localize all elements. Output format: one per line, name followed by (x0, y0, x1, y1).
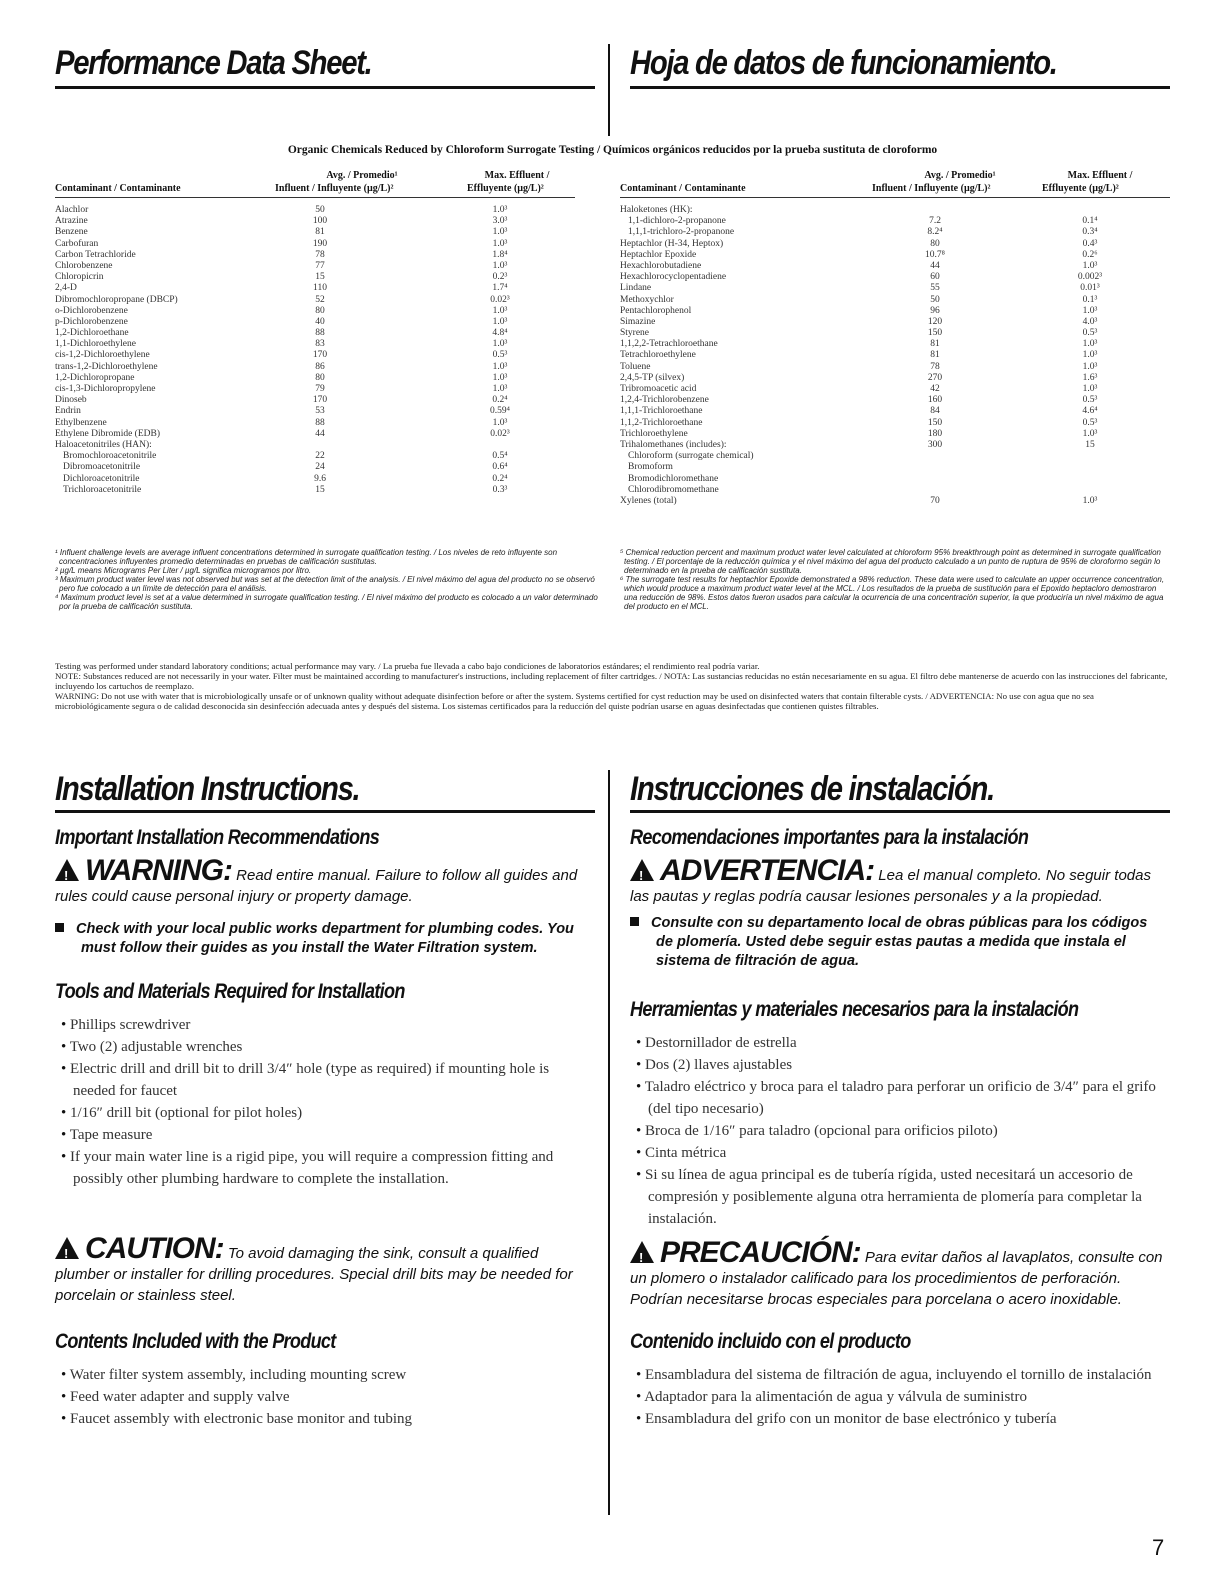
title-rule-left (55, 86, 595, 89)
avg-influent-value: 88 (315, 417, 325, 428)
table-row (55, 283, 575, 294)
avg-influent-value: 53 (315, 406, 325, 417)
table-row (620, 317, 1170, 328)
table-row (620, 250, 1170, 261)
check-text-en: Check with your local public works department for plumbing codes. You must follow their guides as you install the Water Filtration system. (76, 921, 574, 956)
avg-influent-value: 77 (315, 260, 325, 271)
avg-influent-value: 60 (930, 272, 940, 283)
max-effluent-value: 1.0³ (492, 316, 508, 327)
right-max-line1: Max. Effluent / (1067, 170, 1133, 181)
contaminant-name: Ethylene Dibromide (EDB) (55, 428, 161, 439)
caution-text-es: Para evitar daños al lavaplatos, consulte con un plomero o instalador calificado para los procedimientos de perforación. Podrían necesitarse brocas especiales para porcelana o acero inoxidable. (630, 1249, 1163, 1308)
contaminant-name: Trichloroacetonitrile (63, 484, 142, 495)
list-item: • Two (2) adjustable wrenches (55, 1036, 585, 1058)
table-row (55, 474, 575, 485)
contaminant-name: Carbon Tetrachloride (55, 249, 136, 260)
left-avg-line2: Influent / Influyente (µg/L)² (275, 183, 394, 194)
avg-influent-value: 79 (315, 384, 325, 394)
left-col-contaminant: Contaminant / Contaminante (55, 183, 181, 194)
contaminant-name: Tribromoacetic acid (620, 384, 697, 394)
table-notes (55, 661, 1170, 711)
max-effluent-value: 0.2⁴ (492, 473, 508, 484)
table-row (620, 295, 1170, 306)
max-effluent-value: 0.5³ (492, 350, 508, 361)
list-item: • Cinta métrica (630, 1142, 1160, 1164)
contaminant-name: p-Dichlorobenzene (55, 316, 128, 327)
avg-influent-value: 270 (927, 372, 943, 383)
contaminant-name: 2,4,5-TP (silvex) (620, 372, 685, 383)
right-table-rows (620, 205, 1170, 507)
table-row (620, 373, 1170, 384)
contaminant-name: 1,1-dichloro-2-propanone (628, 216, 726, 227)
page-title-en: Performance Data Sheet. (55, 44, 372, 82)
table-row (55, 239, 575, 250)
avg-influent-value: 180 (927, 428, 943, 439)
table-row (55, 451, 575, 462)
contaminant-name: Tetrachloroethylene (620, 350, 696, 361)
contaminant-name: Xylenes (total) (620, 495, 677, 506)
max-effluent-value: 0.3³ (492, 484, 508, 495)
contaminant-name: Styrene (620, 328, 650, 339)
contaminant-name: Chlorodibromomethane (628, 484, 719, 495)
max-effluent-value: 1.0³ (492, 417, 508, 428)
table-row (55, 362, 575, 373)
right-col-header-max (1040, 170, 1160, 181)
right-avg-line2: Influent / Influyente (µg/L)² (872, 183, 991, 194)
avg-influent-value: 84 (930, 406, 940, 417)
list-item: • 1/16″ drill bit (optional for pilot holes) (55, 1102, 585, 1124)
avg-influent-value: 7.2 (929, 216, 941, 227)
list-item: • Dos (2) llaves ajustables (630, 1054, 1160, 1076)
contents-heading-es: Contenido incluido con el producto (630, 1330, 911, 1353)
max-effluent-value: 0.3⁴ (1082, 227, 1098, 238)
max-effluent-value: 0.59⁴ (490, 406, 510, 417)
right-col-header-avg (885, 170, 1035, 181)
table-row (620, 205, 1170, 216)
precaucion-triangle-icon (630, 1241, 654, 1263)
contaminant-name: Atrazine (55, 216, 88, 227)
contaminant-name: Dinoseb (55, 395, 87, 406)
contaminant-name: Chloroform (surrogate chemical) (628, 451, 754, 462)
contaminant-name: Haloketones (HK): (620, 205, 693, 215)
contents-list-es (630, 1364, 1165, 1430)
contaminant-name: Bromodichloromethane (628, 473, 719, 484)
max-effluent-value: 1.0³ (1082, 339, 1098, 350)
table-row (620, 362, 1170, 373)
title-rule-right (630, 86, 1170, 89)
warning-block-en (55, 854, 595, 907)
square-bullet-icon (55, 923, 64, 932)
max-effluent-value: 0.1³ (1082, 294, 1098, 305)
contaminant-name: 1,1,2-Trichloroethane (620, 417, 703, 428)
table-row (620, 328, 1170, 339)
install-rule-right (630, 810, 1170, 813)
avg-influent-value: 150 (927, 417, 943, 428)
max-effluent-value: 1.0³ (1082, 495, 1098, 506)
table-row (55, 350, 575, 361)
max-effluent-value: 3.0³ (492, 216, 508, 227)
footnote: ³ Maximum product water level was not observed but was set at the detection limit of the analysis. / El nivel máximo del agua del producto no se observó pero fue colocado a un límite de detección para el análisis. (55, 575, 595, 593)
avg-influent-value: 50 (315, 205, 325, 215)
table-row (55, 462, 575, 473)
rec-heading-en: Important Installation Recommendations (55, 826, 380, 849)
max-effluent-value: 1.6³ (1082, 372, 1098, 383)
max-effluent-value: 1.0³ (1082, 361, 1098, 372)
table-row (620, 261, 1170, 272)
contaminant-name: 1,2-Dichloropropane (55, 372, 135, 383)
avg-influent-value: 44 (930, 260, 940, 271)
max-effluent-value: 0.1⁴ (1082, 216, 1098, 227)
contaminant-name: Lindane (620, 283, 652, 294)
max-effluent-value: 0.2³ (492, 272, 508, 283)
table-row (55, 429, 575, 440)
avg-influent-value: 170 (312, 395, 328, 406)
max-effluent-value: 0.01³ (1080, 283, 1100, 294)
avg-influent-value: 55 (930, 283, 940, 294)
footnote: ⁶ The surrogate test results for heptachlor Epoxide demonstrated a 98% reduction. These data were used to calculate an upper occurrence concentration, which would produce a maximum product water level at the MCL. / Los resultados de la prueba de sustitución para el Epoxido heptacloro demostraron una reducción de 98%. Estos datos fueron usados para calcular la ocurrencia de una concentración superior, la que produciría un nivel máximo de agua del producto en el MCL. (620, 575, 1165, 611)
avg-influent-value: 52 (315, 294, 325, 305)
left-table-rows (55, 205, 575, 496)
right-max-line2: Effluyente (µg/L)² (1042, 183, 1119, 194)
contaminant-name: 1,1,1-Trichloroethane (620, 406, 703, 417)
left-col-header-avg (272, 170, 452, 181)
contaminant-name: Hexachlorobutadiene (620, 260, 702, 271)
tools-heading-es: Herramientas y materiales necesarios para la instalación (630, 998, 1079, 1021)
max-effluent-value: 0.02³ (490, 428, 510, 439)
table-row (620, 485, 1170, 496)
table-row (620, 272, 1170, 283)
avg-influent-value: 160 (927, 395, 943, 406)
contaminant-name: Chloropicrin (55, 272, 104, 283)
avg-influent-value: 10.7⁸ (925, 249, 945, 260)
avg-influent-value: 110 (313, 283, 327, 294)
contaminant-name: Bromoform (628, 462, 673, 473)
right-avg-line1: Avg. / Promedio¹ (924, 170, 996, 181)
avg-influent-value: 80 (315, 305, 325, 316)
avg-influent-value: 78 (930, 361, 940, 372)
right-col-header-row2 (620, 183, 1170, 198)
max-effluent-value: 1.0³ (492, 260, 508, 271)
warning-word-es: ADVERTENCIA: (660, 854, 875, 887)
avg-influent-value: 300 (927, 439, 943, 450)
avg-influent-value: 42 (930, 384, 940, 394)
install-divider (608, 770, 610, 1515)
max-effluent-value: 1.0³ (1082, 384, 1098, 394)
table-row (620, 406, 1170, 417)
max-effluent-value: 0.5³ (1082, 395, 1098, 406)
table-row (55, 395, 575, 406)
table-row (55, 384, 575, 395)
warning-block-es (630, 854, 1160, 907)
warning-text-es: Lea el manual completo. No seguir todas las pautas y reglas podría causar lesiones personales y a la propiedad. (630, 867, 1151, 905)
left-max-line2: Effluyente (µg/L)² (467, 183, 544, 194)
contaminant-name: 2,4-D (55, 283, 77, 294)
max-effluent-value: 1.0³ (492, 305, 508, 316)
list-item: • Faucet assembly with electronic base monitor and tubing (55, 1408, 585, 1430)
max-effluent-value: 4.0³ (1082, 316, 1098, 327)
contaminant-name: Haloacetonitriles (HAN): (55, 439, 152, 450)
table-row (55, 250, 575, 261)
contaminant-name: Trihalomethanes (includes): (620, 439, 727, 450)
tools-list-en (55, 1014, 585, 1190)
rec-heading-es: Recomendaciones importantes para la instalación (630, 826, 1029, 849)
caution-triangle-icon (55, 1237, 79, 1259)
avg-influent-value: 15 (315, 272, 325, 283)
avg-influent-value: 40 (315, 316, 325, 327)
table-row (55, 216, 575, 227)
max-effluent-value: 0.4³ (1082, 238, 1098, 249)
list-item: • Ensambladura del sistema de filtración de agua, incluyendo el tornillo de instalación (630, 1364, 1165, 1386)
table-row (620, 429, 1170, 440)
footnote: ² µg/L means Micrograms Per Liter / µg/L significa microgramos por litro. (55, 566, 312, 575)
max-effluent-value: 1.0³ (1082, 350, 1098, 361)
avg-influent-value: 80 (930, 238, 940, 249)
table-row (620, 462, 1170, 473)
footnote: ⁵ Chemical reduction percent and maximum product water level calculated at chloroform 95% breakthrough point as determined in surrogate qualification testing. / El porcentaje de la reducción química y el nivel máximo del agua del producto calculado a un punto de ruptura de 95% de cloroformo según lo determinado en la prueba de calificación sustituta. (620, 548, 1161, 575)
max-effluent-value: 4.8⁴ (492, 328, 508, 339)
table-row (55, 227, 575, 238)
tools-list-es (630, 1032, 1160, 1230)
footnote: ¹ Influent challenge levels are average influent concentrations determined in surrogate qualification testing. / Los niveles de reto influyente son concentraciones influyentes promedio determinadas en pruebas de calificación sustitutas. (55, 548, 558, 566)
left-avg-line1: Avg. / Promedio¹ (326, 170, 398, 181)
contaminant-name: Hexachlorocyclopentadiene (620, 272, 727, 283)
contaminant-name: Bromochloroacetonitrile (63, 451, 157, 462)
list-item: • If your main water line is a rigid pipe, you will require a compression fitting and possibly other plumbing hardware to complete the installation. (55, 1146, 585, 1190)
avg-influent-value: 44 (315, 428, 325, 439)
avg-influent-value: 88 (315, 328, 325, 339)
contents-heading-en: Contents Included with the Product (55, 1330, 336, 1353)
contaminant-name: 1,1-Dichloroethylene (55, 339, 136, 350)
list-item: • Feed water adapter and supply valve (55, 1386, 585, 1408)
avg-influent-value: 9.6 (314, 473, 326, 484)
contaminant-name: Simazine (620, 316, 656, 327)
max-effluent-value: 1.0³ (492, 238, 508, 249)
avg-influent-value: 81 (930, 350, 940, 361)
avg-influent-value: 81 (315, 227, 325, 238)
contaminant-name: 1,2,4-Trichlorobenzene (620, 395, 709, 406)
avg-influent-value: 83 (315, 339, 325, 350)
contaminant-name: cis-1,2-Dichloroethylene (55, 350, 150, 361)
avg-influent-value: 78 (315, 249, 325, 260)
avg-influent-value: 22 (315, 451, 325, 462)
table-row (55, 406, 575, 417)
check-bullet-en (55, 920, 585, 958)
max-effluent-value: 1.0³ (492, 372, 508, 383)
max-effluent-value: 0.02³ (490, 294, 510, 305)
list-item: • Electric drill and drill bit to drill 3/4″ hole (type as required) if mounting hole is needed for faucet (55, 1058, 585, 1102)
table-row (55, 339, 575, 350)
header-divider (608, 44, 610, 136)
contaminant-name: Ethylbenzene (55, 417, 107, 428)
list-item: • Taladro eléctrico y broca para el taladro para perforar un orificio de 3/4″ para el grifo (del tipo necesario) (630, 1076, 1160, 1120)
note-paragraph: WARNING: Do not use with water that is microbiologically unsafe or of unknown quality without adequate disinfection before or after the system. Systems certified for cyst reduction may be used on disinfected waters that contain filterable cysts. / ADVERTENCIA: No use con agua que no sea microbiológicamente segura o de calidad desconocida sin desinfección adecuada antes y después del sistema. Los sistemas certificados para la reducción del quiste podrían usarse en aguas desinfectadas que contienen quistes filtrables. (55, 691, 1094, 711)
contaminant-name: Alachlor (55, 205, 89, 215)
max-effluent-value: 1.0³ (492, 205, 508, 215)
list-item: • Si su línea de agua principal es de tubería rígida, usted necesitará un accesorio de compresión y posiblemente alguna otra herramienta de plomería para completar la instalación. (630, 1164, 1160, 1230)
max-effluent-value: 1.7⁴ (492, 283, 508, 294)
contaminant-name: Chlorobenzene (55, 260, 113, 271)
max-effluent-value: 1.0³ (492, 339, 508, 350)
list-item: • Ensambladura del grifo con un monitor de base electrónico y tubería (630, 1408, 1165, 1430)
avg-influent-value: 81 (930, 339, 940, 350)
table-row (55, 485, 575, 496)
install-title-en: Installation Instructions. (55, 770, 360, 808)
table-row (55, 205, 575, 216)
table-title: Organic Chemicals Reduced by Chloroform Surrogate Testing / Químicos orgánicos reducidos por la prueba sustituta de cloroformo (287, 144, 938, 156)
table-row (55, 306, 575, 317)
table-row (55, 272, 575, 283)
contaminant-name: Pentachlorophenol (620, 305, 692, 316)
square-bullet-icon (630, 917, 639, 926)
table-row (620, 451, 1170, 462)
advertencia-triangle-icon (630, 859, 654, 881)
caution-word-es: PRECAUCIÓN: (660, 1236, 861, 1269)
max-effluent-value: 1.8⁴ (492, 249, 508, 260)
footnote: ⁴ Maximum product level is set at a value determined in surrogate qualification testing. / El nivel máximo del producto es colocado a un valor determinado por la prueba de calificación sustituta. (55, 593, 598, 611)
contaminant-name: Benzene (55, 227, 88, 238)
warning-text-en: Read entire manual. Failure to follow all guides and rules could cause personal injury or property damage. (55, 867, 578, 905)
contaminant-name: Carbofuran (55, 238, 99, 249)
avg-influent-value: 70 (930, 495, 940, 506)
caution-text-en: To avoid damaging the sink, consult a qualified plumber or installer for drilling procedures. Special drill bits may be needed for porcelain or stainless steel. (55, 1245, 573, 1304)
contaminant-name: Toluene (620, 361, 651, 372)
contaminant-name: 1,1,2,2-Tetrachloroethane (620, 339, 718, 350)
note-paragraph: NOTE: Substances reduced are not necessarily in your water. Filter must be maintained according to manufacturer's instructions, including replacement of filter cartridges. / NOTA: Las sustancias reducidas no están necesariamente en su agua. El filtro debe mantenerse de acuerdo con las instrucciones del fabricante, incluyendo los cartuchos de reemplazo. (55, 671, 1168, 691)
max-effluent-value: 0.5³ (1082, 417, 1098, 428)
check-text-es: Consulte con su departamento local de obras públicas para los códigos de plomería. Usted debe seguir estas pautas a medida que instala el sistema de filtración de agua. (651, 915, 1148, 969)
table-row (620, 395, 1170, 406)
avg-influent-value: 190 (312, 238, 328, 249)
contaminant-name: Dibromoacetonitrile (63, 462, 141, 473)
avg-influent-value: 80 (315, 372, 325, 383)
max-effluent-value: 15 (1085, 439, 1095, 450)
table-row (620, 496, 1170, 507)
max-effluent-value: 4.6⁴ (1082, 406, 1098, 417)
table-row (55, 373, 575, 384)
avg-influent-value: 120 (927, 316, 943, 327)
contaminant-name: Heptachlor Epoxide (620, 249, 697, 260)
caution-block-en (55, 1232, 595, 1306)
table-row (620, 384, 1170, 395)
max-effluent-value: 0.2⁶ (1082, 249, 1098, 260)
list-item: • Tape measure (55, 1124, 585, 1146)
avg-influent-value: 24 (315, 462, 325, 473)
caution-word-en: CAUTION: (85, 1232, 224, 1265)
list-item: • Broca de 1/16″ para taladro (opcional para orificios piloto) (630, 1120, 1160, 1142)
table-row (55, 261, 575, 272)
contaminant-name: 1,2-Dichloroethane (55, 328, 129, 339)
list-item: • Adaptador para la alimentación de agua y válvula de suministro (630, 1386, 1165, 1408)
avg-influent-value: 50 (930, 294, 940, 305)
note-paragraph: Testing was performed under standard laboratory conditions; actual performance may vary. / La prueba fue llevada a cabo bajo condiciones de laboratorios estándares; el rendimiento real podría variar. (55, 661, 760, 671)
table-row (620, 216, 1170, 227)
contaminant-name: o-Dichlorobenzene (55, 305, 128, 316)
footnotes-left (55, 548, 600, 611)
table-row (55, 418, 575, 429)
table-row (620, 306, 1170, 317)
warning-triangle-icon (55, 859, 79, 881)
contaminant-name: Dibromochloropropane (DBCP) (55, 294, 178, 305)
max-effluent-value: 0.5⁴ (492, 451, 508, 462)
contaminant-name: Trichloroethylene (620, 428, 688, 439)
contents-list-en (55, 1364, 585, 1430)
table-row (620, 283, 1170, 294)
left-col-header-row2 (55, 183, 575, 198)
max-effluent-value: 0.002³ (1077, 272, 1103, 283)
max-effluent-value: 1.0³ (1082, 305, 1098, 316)
table-row (620, 440, 1170, 451)
table-row (55, 295, 575, 306)
right-col-contaminant: Contaminant / Contaminante (620, 183, 746, 194)
left-max-line1: Max. Effluent / (484, 170, 550, 181)
max-effluent-value: 1.0³ (492, 384, 508, 394)
table-row (620, 339, 1170, 350)
contaminant-name: trans-1,2-Dichloroethylene (55, 361, 158, 372)
table-row (620, 227, 1170, 238)
avg-influent-value: 170 (312, 350, 328, 361)
max-effluent-value: 0.2⁴ (492, 395, 508, 406)
left-col-header-max (462, 170, 572, 181)
avg-influent-value: 100 (312, 216, 328, 227)
contaminant-name: Heptachlor (H-34, Heptox) (620, 238, 724, 249)
max-effluent-value: 1.0³ (492, 361, 508, 372)
page-number: 7 (1152, 1535, 1165, 1560)
contaminant-name: Methoxychlor (620, 294, 674, 305)
avg-influent-value: 8.2⁴ (927, 227, 943, 238)
warning-word-en: WARNING: (85, 854, 232, 887)
check-bullet-es (630, 914, 1160, 971)
table-row (55, 440, 575, 451)
table-row (55, 317, 575, 328)
caution-block-es (630, 1236, 1170, 1310)
avg-influent-value: 15 (315, 484, 325, 495)
max-effluent-value: 1.0³ (1082, 428, 1098, 439)
avg-influent-value: 86 (315, 361, 325, 372)
avg-influent-value: 150 (927, 328, 943, 339)
contaminant-name: Dichloroacetonitrile (63, 473, 140, 484)
max-effluent-value: 0.5³ (1082, 328, 1098, 339)
tools-heading-en: Tools and Materials Required for Installation (55, 980, 405, 1003)
avg-influent-value: 96 (930, 305, 940, 316)
contaminant-name: Endrin (55, 406, 81, 417)
table-row (620, 350, 1170, 361)
list-item: • Phillips screwdriver (55, 1014, 585, 1036)
install-title-es: Instrucciones de instalación. (630, 770, 994, 808)
table-row (620, 239, 1170, 250)
contaminant-name: cis-1,3-Dichloropropylene (55, 384, 156, 394)
max-effluent-value: 1.0³ (492, 227, 508, 238)
footnotes-right (620, 548, 1170, 611)
install-rule-left (55, 810, 595, 813)
table-row (620, 418, 1170, 429)
contaminant-name: 1,1,1-trichloro-2-propanone (628, 227, 735, 238)
table-row (55, 328, 575, 339)
list-item: • Destornillador de estrella (630, 1032, 1160, 1054)
max-effluent-value: 1.0³ (1082, 260, 1098, 271)
table-row (620, 474, 1170, 485)
page-title-es: Hoja de datos de funcionamiento. (630, 44, 1057, 82)
list-item: • Water filter system assembly, including mounting screw (55, 1364, 585, 1386)
max-effluent-value: 0.6⁴ (492, 462, 508, 473)
